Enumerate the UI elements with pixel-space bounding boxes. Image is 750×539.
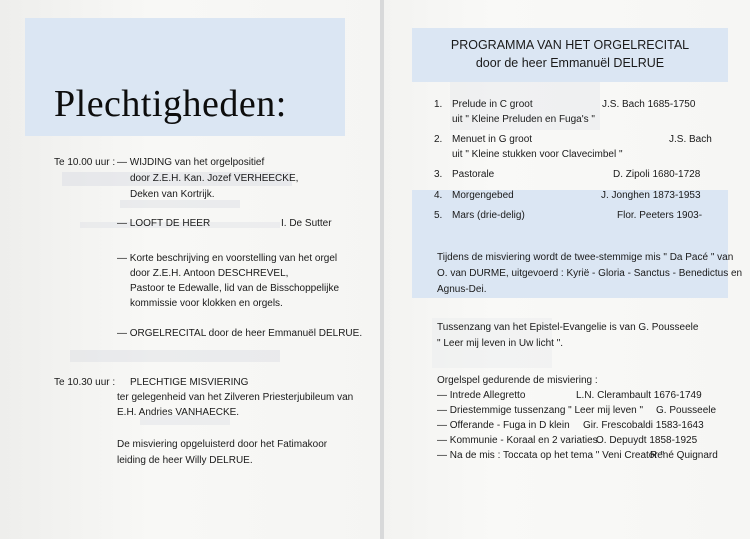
program-composer: J.S. Bach 1685-1750 bbox=[602, 99, 696, 110]
orgelspel-item: — Na de mis : Toccata op het tema " Veni Creator " bbox=[437, 450, 665, 461]
right-mid-band bbox=[412, 190, 728, 298]
right-top-band bbox=[412, 28, 728, 82]
program-number: 3. bbox=[434, 169, 443, 180]
program-composer: J. Jonghen 1873-1953 bbox=[601, 190, 701, 201]
orgelspel-item: — Kommunie - Koraal en 2 variaties bbox=[437, 435, 598, 446]
ceremony-line: E.H. Andries VANHAECKE. bbox=[117, 407, 240, 418]
interlude-line: " Leer mij leven in Uw licht ". bbox=[437, 338, 564, 349]
program-piece: Mars (drie-delig) bbox=[452, 210, 525, 221]
ceremony-line: Pastoor te Edewalle, lid van de Bisschoppelijke bbox=[130, 283, 340, 294]
interlude-line: Tussenzang van het Epistel-Evangelie is van G. Pousseele bbox=[437, 322, 699, 333]
ceremony-line: ter gelegenheid van het Zilveren Priesterjubileum van bbox=[117, 392, 354, 403]
time-label: Te 10.00 uur : bbox=[54, 157, 116, 168]
ceremony-line: — Korte beschrijving en voorstelling van het orgel bbox=[117, 253, 338, 264]
program-composer: Flor. Peeters 1903- bbox=[617, 210, 703, 221]
mass-paragraph-line: O. van DURME, uitgevoerd : Kyrië - Gloria - Sanctus - Benedictus en bbox=[437, 268, 743, 279]
time-label: Te 10.30 uur : bbox=[54, 377, 116, 388]
ceremony-line: door Z.E.H. Kan. Jozef VERHEECKE, bbox=[130, 173, 299, 184]
orgelspel-composer: René Quignard bbox=[650, 450, 718, 461]
program-number: 1. bbox=[434, 99, 443, 110]
mass-paragraph-line: Tijdens de misviering wordt de twee-stemmige mis " Da Pacé " van bbox=[437, 252, 734, 263]
bleed-block bbox=[70, 350, 280, 362]
ceremony-line: leiding de heer Willy DELRUE. bbox=[117, 455, 253, 466]
page-heading: Plechtigheden: bbox=[54, 83, 287, 125]
bleed-block bbox=[120, 200, 240, 208]
orgelspel-composer: Gir. Frescobaldi 1583-1643 bbox=[583, 420, 704, 431]
program-composer: D. Zipoli 1680-1728 bbox=[613, 169, 701, 180]
program-piece: Pastorale bbox=[452, 169, 495, 180]
program-piece: Menuet in G groot bbox=[452, 134, 533, 145]
program-composer: J.S. Bach bbox=[669, 134, 712, 145]
ceremony-line: door Z.E.H. Antoon DESCHREVEL, bbox=[130, 268, 289, 279]
program-title: PROGRAMMA VAN HET ORGELRECITAL bbox=[450, 38, 690, 52]
ceremony-line: Deken van Kortrijk. bbox=[130, 189, 215, 200]
program-source: uit " Kleine Preluden en Fuga's " bbox=[452, 114, 595, 125]
ceremony-line: — WIJDING van het orgelpositief bbox=[117, 157, 265, 168]
ceremony-line: PLECHTIGE MISVIERING bbox=[130, 377, 249, 388]
ceremony-line: — LOOFT DE HEER bbox=[117, 218, 211, 229]
program-source: uit " Kleine stukken voor Clavecimbel " bbox=[452, 149, 623, 160]
program-number: 5. bbox=[434, 210, 443, 221]
orgelspel-item: — Driestemmige tussenzang " Leer mij leven " bbox=[437, 405, 644, 416]
composer-name: I. De Sutter bbox=[281, 218, 332, 229]
orgelspel-composer: O. Depuydt 1858-1925 bbox=[596, 435, 698, 446]
program-piece: Morgengebed bbox=[452, 190, 514, 201]
mass-paragraph-line: Agnus-Dei. bbox=[437, 284, 487, 295]
orgelspel-composer: G. Pousseele bbox=[656, 405, 717, 416]
program-piece: Prelude in C groot bbox=[452, 99, 533, 110]
program-number: 4. bbox=[434, 190, 443, 201]
orgelspel-item: — Intrede Allegretto bbox=[437, 390, 526, 401]
orgelspel-item: — Offerande - Fuga in D klein bbox=[437, 420, 570, 431]
orgelspel-title: Orgelspel gedurende de misviering : bbox=[437, 375, 598, 386]
program-number: 2. bbox=[434, 134, 443, 145]
ceremony-line: De misviering opgeluisterd door het Fatimakoor bbox=[117, 439, 328, 450]
ceremony-line: — ORGELRECITAL door de heer Emmanuël DELRUE. bbox=[117, 328, 363, 339]
orgelspel-composer: L.N. Clerambault 1676-1749 bbox=[576, 390, 702, 401]
ceremony-line: kommissie voor klokken en orgels. bbox=[130, 298, 283, 309]
program-subtitle: door de heer Emmanuël DELRUE bbox=[475, 56, 665, 70]
